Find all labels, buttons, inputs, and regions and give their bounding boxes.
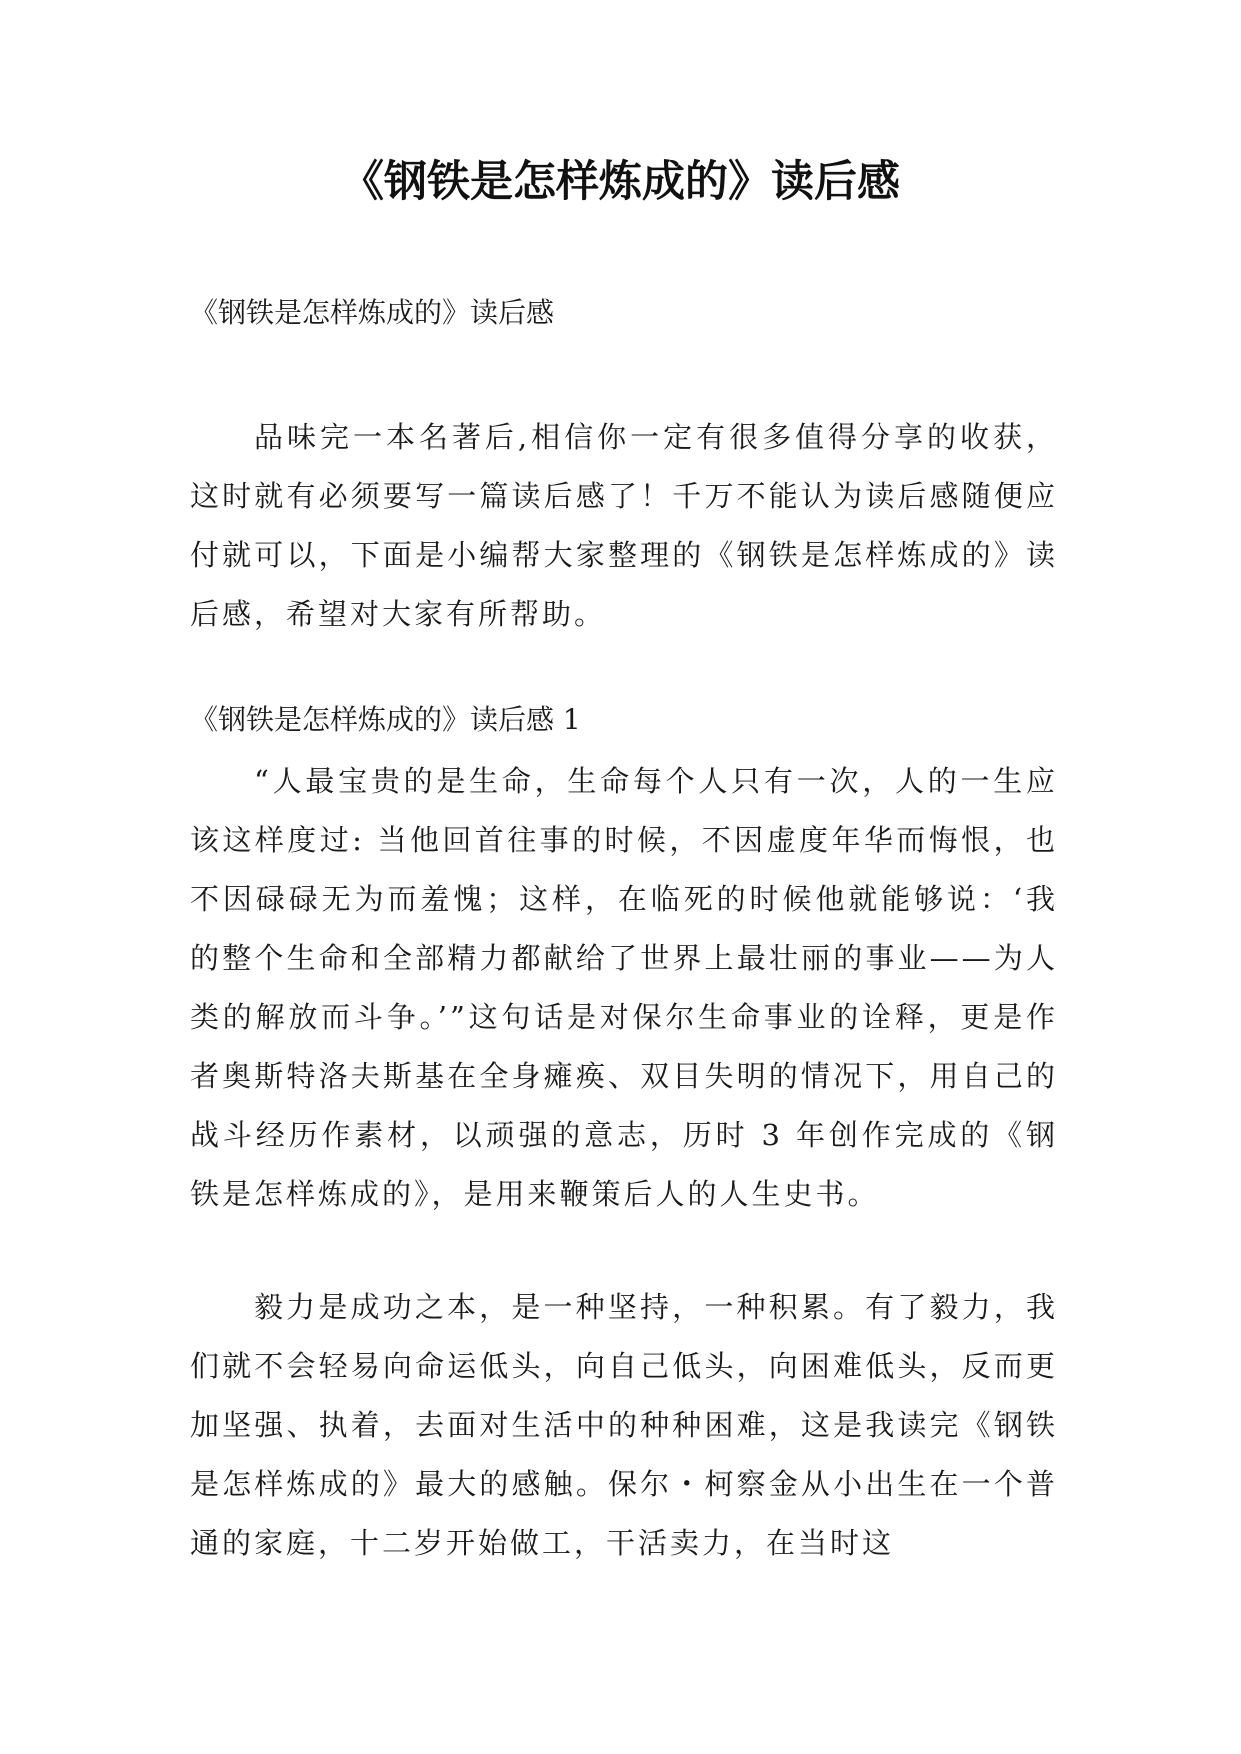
section-heading: 《钢铁是怎样炼成的》读后感 1 [190, 703, 581, 736]
body-paragraph-1: “人最宝贵的是生命，生命每个人只有一次，人的一生应该这样度过: 当他回首往事的时候，不因虚度年华而悔恨，也不因碌碌无为而羞愧；这样，在临死的时候他就能够说：‘我的整个生命和全部精力都献给了世界上最壮丽的事业——为人类的解放而斗争。’”这句话是对保尔生命事业的诠释，更是作者奥斯特洛夫斯基在全身瘫痪、双目失明的情况下，用自己的战斗经历作素材，以顽强的意志，历时 3 年创作完成的《钢铁是怎样炼成的》，是用来鞭策后人的人生史书。 [190, 764, 1058, 1211]
document-title: 《钢铁是怎样炼成的》读后感 [341, 157, 900, 207]
document-subtitle: 《钢铁是怎样炼成的》读后感 [190, 296, 555, 329]
body-paragraph-2: 毅力是成功之本，是一种坚持，一种积累。有了毅力，我们就不会轻易向命运低头，向自己低头，向困难低头，反而更加坚强、执着，去面对生活中的种种困难，这是我读完《钢铁是怎样炼成的》最大的感触。保尔・柯察金从小出生在一个普通的家庭，十二岁开始做工，干活卖力，在当时这 [190, 1290, 1058, 1560]
intro-paragraph: 品味完一本名著后,相信你一定有很多值得分享的收获，这时就有必须要写一篇读后感了！千万不能认为读后感随便应付就可以，下面是小编帮大家整理的《钢铁是怎样炼成的》读后感，希望对大家有所帮助。 [190, 420, 1058, 631]
